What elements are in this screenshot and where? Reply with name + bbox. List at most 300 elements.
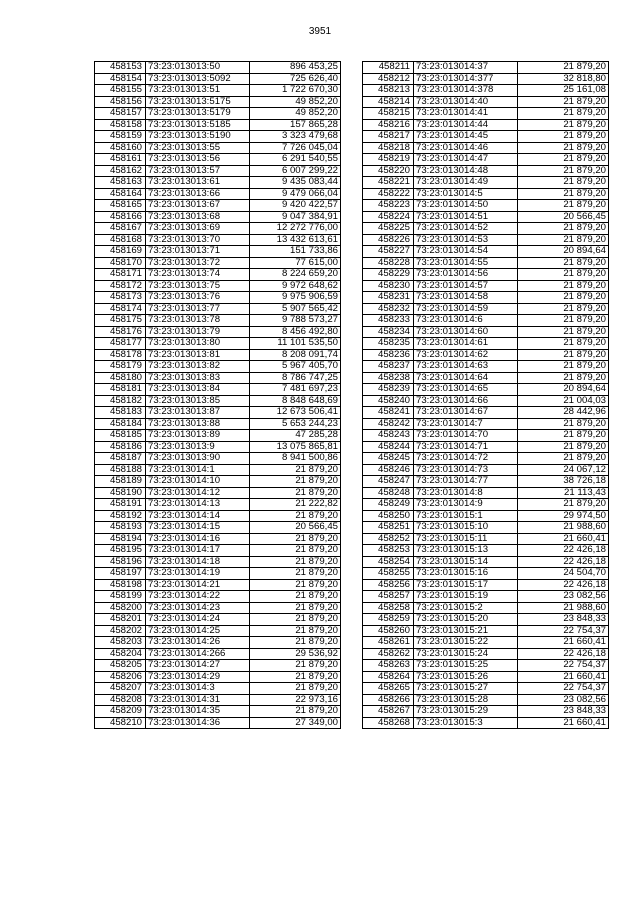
row-number: 458193 <box>95 522 146 534</box>
row-number: 458231 <box>363 292 414 304</box>
table-row <box>363 614 609 626</box>
table-row <box>363 257 609 269</box>
table-row <box>95 303 341 315</box>
row-number: 458263 <box>363 660 414 672</box>
row-number: 458207 <box>95 683 146 695</box>
table-row <box>363 706 609 718</box>
right-registry-table <box>362 61 609 729</box>
table-row <box>363 717 609 729</box>
row-number: 458248 <box>363 487 414 499</box>
row-number: 458192 <box>95 510 146 522</box>
table-row <box>95 292 341 304</box>
table-row <box>363 131 609 143</box>
cadastral-value: 5 653 244,23 <box>250 418 341 430</box>
table-row <box>95 73 341 85</box>
cadastral-value: 21 879,20 <box>518 303 609 315</box>
cadastral-value: 22 426,18 <box>518 648 609 660</box>
cadastral-number: 73:23:013014:67 <box>414 407 518 419</box>
row-number: 458173 <box>95 292 146 304</box>
table-row <box>95 234 341 246</box>
table-row <box>95 200 341 212</box>
table-row <box>95 464 341 476</box>
row-number: 458232 <box>363 303 414 315</box>
row-number: 458166 <box>95 211 146 223</box>
row-number: 458190 <box>95 487 146 499</box>
cadastral-value: 9 435 083,44 <box>250 177 341 189</box>
cadastral-number: 73:23:013015:26 <box>414 671 518 683</box>
cadastral-number: 73:23:013014:29 <box>146 671 250 683</box>
cadastral-number: 73:23:013014:17 <box>146 545 250 557</box>
cadastral-number: 73:23:013014:19 <box>146 568 250 580</box>
row-number: 458240 <box>363 395 414 407</box>
cadastral-value: 20 894,64 <box>518 384 609 396</box>
row-number: 458216 <box>363 119 414 131</box>
cadastral-value: 21 879,20 <box>518 326 609 338</box>
table-row <box>95 533 341 545</box>
row-number: 458214 <box>363 96 414 108</box>
cadastral-value: 6 007 299,22 <box>250 165 341 177</box>
cadastral-number: 73:23:013014:3 <box>146 683 250 695</box>
row-number: 458254 <box>363 556 414 568</box>
cadastral-number: 73:23:013014:66 <box>414 395 518 407</box>
table-row <box>95 418 341 430</box>
cadastral-value: 21 879,20 <box>250 602 341 614</box>
cadastral-number: 73:23:013014:44 <box>414 119 518 131</box>
row-number: 458250 <box>363 510 414 522</box>
cadastral-number: 73:23:013013:55 <box>146 142 250 154</box>
row-number: 458224 <box>363 211 414 223</box>
row-number: 458221 <box>363 177 414 189</box>
row-number: 458226 <box>363 234 414 246</box>
cadastral-number: 73:23:013014:9 <box>414 499 518 511</box>
cadastral-value: 21 879,20 <box>250 533 341 545</box>
cadastral-number: 73:23:013013:70 <box>146 234 250 246</box>
table-row <box>95 280 341 292</box>
row-number: 458241 <box>363 407 414 419</box>
row-number: 458178 <box>95 349 146 361</box>
row-number: 458184 <box>95 418 146 430</box>
row-number: 458245 <box>363 453 414 465</box>
cadastral-number: 73:23:013013:9 <box>146 441 250 453</box>
cadastral-value: 9 972 648,62 <box>250 280 341 292</box>
cadastral-value: 21 879,20 <box>518 200 609 212</box>
cadastral-number: 73:23:013015:20 <box>414 614 518 626</box>
cadastral-number: 73:23:013014:60 <box>414 326 518 338</box>
row-number: 458175 <box>95 315 146 327</box>
cadastral-value: 21 879,20 <box>518 269 609 281</box>
cadastral-number: 73:23:013014:50 <box>414 200 518 212</box>
row-number: 458203 <box>95 637 146 649</box>
cadastral-value: 725 626,40 <box>250 73 341 85</box>
table-row <box>95 614 341 626</box>
cadastral-number: 73:23:013014:26 <box>146 637 250 649</box>
cadastral-number: 73:23:013014:49 <box>414 177 518 189</box>
table-row <box>363 165 609 177</box>
table-row <box>95 556 341 568</box>
cadastral-value: 21 879,20 <box>518 223 609 235</box>
cadastral-number: 73:23:013014:12 <box>146 487 250 499</box>
page-number: 3951 <box>308 26 332 37</box>
table-row <box>363 234 609 246</box>
row-number: 458170 <box>95 257 146 269</box>
table-row <box>363 361 609 373</box>
cadastral-value: 21 879,20 <box>250 464 341 476</box>
row-number: 458218 <box>363 142 414 154</box>
cadastral-number: 73:23:013014:23 <box>146 602 250 614</box>
table-row <box>363 441 609 453</box>
row-number: 458235 <box>363 338 414 350</box>
row-number: 458225 <box>363 223 414 235</box>
cadastral-number: 73:23:013015:27 <box>414 683 518 695</box>
table-row <box>95 257 341 269</box>
row-number: 458197 <box>95 568 146 580</box>
cadastral-number: 73:23:013015:14 <box>414 556 518 568</box>
row-number: 458229 <box>363 269 414 281</box>
cadastral-number: 73:23:013013:5185 <box>146 119 250 131</box>
table-row <box>363 96 609 108</box>
cadastral-value: 21 879,20 <box>518 280 609 292</box>
cadastral-number: 73:23:013013:84 <box>146 384 250 396</box>
table-row <box>95 188 341 200</box>
cadastral-value: 157 865,28 <box>250 119 341 131</box>
row-number: 458167 <box>95 223 146 235</box>
row-number: 458258 <box>363 602 414 614</box>
cadastral-value: 20 566,45 <box>250 522 341 534</box>
cadastral-value: 28 442,96 <box>518 407 609 419</box>
row-number: 458243 <box>363 430 414 442</box>
cadastral-value: 7 481 697,23 <box>250 384 341 396</box>
table-row <box>363 637 609 649</box>
table-row <box>363 499 609 511</box>
cadastral-value: 21 879,20 <box>250 625 341 637</box>
cadastral-number: 73:23:013015:10 <box>414 522 518 534</box>
table-row <box>95 108 341 120</box>
cadastral-value: 21 660,41 <box>518 637 609 649</box>
cadastral-number: 73:23:013014:51 <box>414 211 518 223</box>
cadastral-value: 21 879,20 <box>518 96 609 108</box>
cadastral-number: 73:23:013014:24 <box>146 614 250 626</box>
row-number: 458187 <box>95 453 146 465</box>
table-row <box>363 407 609 419</box>
cadastral-value: 21 879,20 <box>518 234 609 246</box>
table-row <box>95 223 341 235</box>
table-row <box>363 522 609 534</box>
cadastral-value: 20 566,45 <box>518 211 609 223</box>
cadastral-number: 73:23:013013:61 <box>146 177 250 189</box>
cadastral-number: 73:23:013013:87 <box>146 407 250 419</box>
row-number: 458205 <box>95 660 146 672</box>
row-number: 458189 <box>95 476 146 488</box>
table-row <box>95 131 341 143</box>
cadastral-number: 73:23:013013:83 <box>146 372 250 384</box>
cadastral-number: 73:23:013014:70 <box>414 430 518 442</box>
cadastral-value: 21 660,41 <box>518 671 609 683</box>
cadastral-value: 27 349,00 <box>250 717 341 729</box>
cadastral-value: 29 974,50 <box>518 510 609 522</box>
table-row <box>363 223 609 235</box>
row-number: 458260 <box>363 625 414 637</box>
cadastral-value: 21 879,20 <box>250 510 341 522</box>
cadastral-value: 23 848,33 <box>518 614 609 626</box>
table-row <box>363 211 609 223</box>
cadastral-value: 21 879,20 <box>518 499 609 511</box>
table-row <box>363 269 609 281</box>
cadastral-value: 21 879,20 <box>250 579 341 591</box>
row-number: 458227 <box>363 246 414 258</box>
cadastral-value: 21 879,20 <box>250 683 341 695</box>
table-row <box>95 269 341 281</box>
cadastral-number: 73:23:013013:88 <box>146 418 250 430</box>
row-number: 458249 <box>363 499 414 511</box>
row-number: 458237 <box>363 361 414 373</box>
row-number: 458211 <box>363 62 414 74</box>
cadastral-number: 73:23:013014:55 <box>414 257 518 269</box>
cadastral-value: 21 879,20 <box>518 430 609 442</box>
cadastral-value: 1 722 670,30 <box>250 85 341 97</box>
table-row <box>95 660 341 672</box>
row-number: 458236 <box>363 349 414 361</box>
cadastral-number: 73:23:013013:66 <box>146 188 250 200</box>
cadastral-value: 21 879,20 <box>518 142 609 154</box>
cadastral-number: 73:23:013014:61 <box>414 338 518 350</box>
cadastral-value: 21 879,20 <box>518 131 609 143</box>
cadastral-value: 21 879,20 <box>518 292 609 304</box>
cadastral-number: 73:23:013014:27 <box>146 660 250 672</box>
table-row <box>363 602 609 614</box>
row-number: 458169 <box>95 246 146 258</box>
cadastral-number: 73:23:013014:6 <box>414 315 518 327</box>
table-row <box>95 430 341 442</box>
row-number: 458262 <box>363 648 414 660</box>
cadastral-number: 73:23:013014:13 <box>146 499 250 511</box>
table-row <box>363 556 609 568</box>
table-row <box>95 706 341 718</box>
cadastral-number: 73:23:013014:8 <box>414 487 518 499</box>
cadastral-number: 73:23:013014:63 <box>414 361 518 373</box>
cadastral-value: 8 208 091,74 <box>250 349 341 361</box>
cadastral-value: 21 879,20 <box>518 257 609 269</box>
cadastral-value: 8 456 492,80 <box>250 326 341 338</box>
cadastral-number: 73:23:013013:5190 <box>146 131 250 143</box>
cadastral-value: 21 222,82 <box>250 499 341 511</box>
cadastral-number: 73:23:013015:3 <box>414 717 518 729</box>
cadastral-value: 896 453,25 <box>250 62 341 74</box>
table-row <box>95 637 341 649</box>
table-row <box>363 418 609 430</box>
table-row <box>95 177 341 189</box>
cadastral-number: 73:23:013014:16 <box>146 533 250 545</box>
row-number: 458154 <box>95 73 146 85</box>
cadastral-number: 73:23:013013:76 <box>146 292 250 304</box>
cadastral-number: 73:23:013013:71 <box>146 246 250 258</box>
table-row <box>363 280 609 292</box>
cadastral-number: 73:23:013013:67 <box>146 200 250 212</box>
table-row <box>95 246 341 258</box>
table-row <box>363 395 609 407</box>
table-row <box>363 292 609 304</box>
cadastral-number: 73:23:013015:28 <box>414 694 518 706</box>
table-row <box>95 211 341 223</box>
cadastral-number: 73:23:013013:82 <box>146 361 250 373</box>
cadastral-number: 73:23:013013:90 <box>146 453 250 465</box>
table-row <box>363 62 609 74</box>
cadastral-number: 73:23:013014:21 <box>146 579 250 591</box>
cadastral-number: 73:23:013014:35 <box>146 706 250 718</box>
row-number: 458209 <box>95 706 146 718</box>
cadastral-value: 22 426,18 <box>518 556 609 568</box>
row-number: 458177 <box>95 338 146 350</box>
cadastral-value: 11 101 535,50 <box>250 338 341 350</box>
row-number: 458256 <box>363 579 414 591</box>
table-row <box>95 568 341 580</box>
row-number: 458215 <box>363 108 414 120</box>
cadastral-value: 5 967 405,70 <box>250 361 341 373</box>
cadastral-value: 151 733,86 <box>250 246 341 258</box>
table-row <box>95 453 341 465</box>
cadastral-value: 22 426,18 <box>518 545 609 557</box>
table-row <box>95 372 341 384</box>
table-row <box>363 188 609 200</box>
row-number: 458182 <box>95 395 146 407</box>
table-row <box>363 315 609 327</box>
table-row <box>95 522 341 534</box>
cadastral-number: 73:23:013014:57 <box>414 280 518 292</box>
cadastral-number: 73:23:013014:25 <box>146 625 250 637</box>
table-row <box>363 384 609 396</box>
cadastral-value: 8 941 500,86 <box>250 453 341 465</box>
cadastral-value: 21 879,20 <box>250 476 341 488</box>
cadastral-number: 73:23:013013:78 <box>146 315 250 327</box>
cadastral-number: 73:23:013015:16 <box>414 568 518 580</box>
row-number: 458246 <box>363 464 414 476</box>
row-number: 458155 <box>95 85 146 97</box>
cadastral-value: 32 818,80 <box>518 73 609 85</box>
cadastral-value: 21 879,20 <box>250 545 341 557</box>
cadastral-value: 21 113,43 <box>518 487 609 499</box>
cadastral-value: 21 879,20 <box>250 487 341 499</box>
table-row <box>95 602 341 614</box>
cadastral-value: 21 879,20 <box>518 177 609 189</box>
cadastral-value: 25 161,08 <box>518 85 609 97</box>
cadastral-value: 21 879,20 <box>518 154 609 166</box>
row-number: 458200 <box>95 602 146 614</box>
row-number: 458153 <box>95 62 146 74</box>
row-number: 458206 <box>95 671 146 683</box>
row-number: 458159 <box>95 131 146 143</box>
cadastral-number: 73:23:013014:5 <box>414 188 518 200</box>
table-row <box>363 487 609 499</box>
row-number: 458163 <box>95 177 146 189</box>
table-row <box>363 694 609 706</box>
row-number: 458228 <box>363 257 414 269</box>
cadastral-number: 73:23:013014:14 <box>146 510 250 522</box>
table-row <box>95 545 341 557</box>
row-number: 458156 <box>95 96 146 108</box>
cadastral-number: 73:23:013014:48 <box>414 165 518 177</box>
cadastral-number: 73:23:013014:266 <box>146 648 250 660</box>
row-number: 458165 <box>95 200 146 212</box>
table-row <box>95 499 341 511</box>
row-number: 458261 <box>363 637 414 649</box>
cadastral-value: 3 323 479,68 <box>250 131 341 143</box>
row-number: 458212 <box>363 73 414 85</box>
row-number: 458202 <box>95 625 146 637</box>
row-number: 458266 <box>363 694 414 706</box>
row-number: 458264 <box>363 671 414 683</box>
table-row <box>363 177 609 189</box>
cadastral-number: 73:23:013013:51 <box>146 85 250 97</box>
row-number: 458162 <box>95 165 146 177</box>
cadastral-number: 73:23:013015:19 <box>414 591 518 603</box>
cadastral-number: 73:23:013014:36 <box>146 717 250 729</box>
cadastral-value: 9 788 573,27 <box>250 315 341 327</box>
table-row <box>95 648 341 660</box>
table-row <box>95 625 341 637</box>
table-row <box>95 119 341 131</box>
row-number: 458247 <box>363 476 414 488</box>
table-row <box>95 96 341 108</box>
table-row <box>363 154 609 166</box>
row-number: 458208 <box>95 694 146 706</box>
cadastral-number: 73:23:013015:2 <box>414 602 518 614</box>
row-number: 458204 <box>95 648 146 660</box>
cadastral-number: 73:23:013014:58 <box>414 292 518 304</box>
table-row <box>363 683 609 695</box>
row-number: 458196 <box>95 556 146 568</box>
row-number: 458251 <box>363 522 414 534</box>
row-number: 458176 <box>95 326 146 338</box>
table-row <box>95 384 341 396</box>
cadastral-number: 73:23:013014:378 <box>414 85 518 97</box>
cadastral-number: 73:23:013013:68 <box>146 211 250 223</box>
cadastral-number: 73:23:013014:37 <box>414 62 518 74</box>
cadastral-number: 73:23:013015:21 <box>414 625 518 637</box>
cadastral-number: 73:23:013015:25 <box>414 660 518 672</box>
cadastral-number: 73:23:013014:22 <box>146 591 250 603</box>
cadastral-value: 21 988,60 <box>518 602 609 614</box>
row-number: 458161 <box>95 154 146 166</box>
row-number: 458160 <box>95 142 146 154</box>
row-number: 458183 <box>95 407 146 419</box>
row-number: 458188 <box>95 464 146 476</box>
table-row <box>363 119 609 131</box>
cadastral-value: 21 879,20 <box>518 418 609 430</box>
table-row <box>363 453 609 465</box>
cadastral-number: 73:23:013013:56 <box>146 154 250 166</box>
row-number: 458217 <box>363 131 414 143</box>
cadastral-number: 73:23:013015:11 <box>414 533 518 545</box>
table-row <box>95 694 341 706</box>
cadastral-value: 21 879,20 <box>518 315 609 327</box>
row-number: 458242 <box>363 418 414 430</box>
row-number: 458158 <box>95 119 146 131</box>
cadastral-value: 21 879,20 <box>518 441 609 453</box>
cadastral-value: 22 754,37 <box>518 660 609 672</box>
table-row <box>95 683 341 695</box>
cadastral-value: 21 879,20 <box>518 188 609 200</box>
cadastral-value: 22 754,37 <box>518 683 609 695</box>
cadastral-value: 21 988,60 <box>518 522 609 534</box>
cadastral-number: 73:23:013014:15 <box>146 522 250 534</box>
row-number: 458244 <box>363 441 414 453</box>
cadastral-value: 8 786 747,25 <box>250 372 341 384</box>
row-number: 458198 <box>95 579 146 591</box>
cadastral-number: 73:23:013014:7 <box>414 418 518 430</box>
table-row <box>95 361 341 373</box>
table-row <box>363 246 609 258</box>
cadastral-value: 21 879,20 <box>518 372 609 384</box>
table-row <box>363 464 609 476</box>
